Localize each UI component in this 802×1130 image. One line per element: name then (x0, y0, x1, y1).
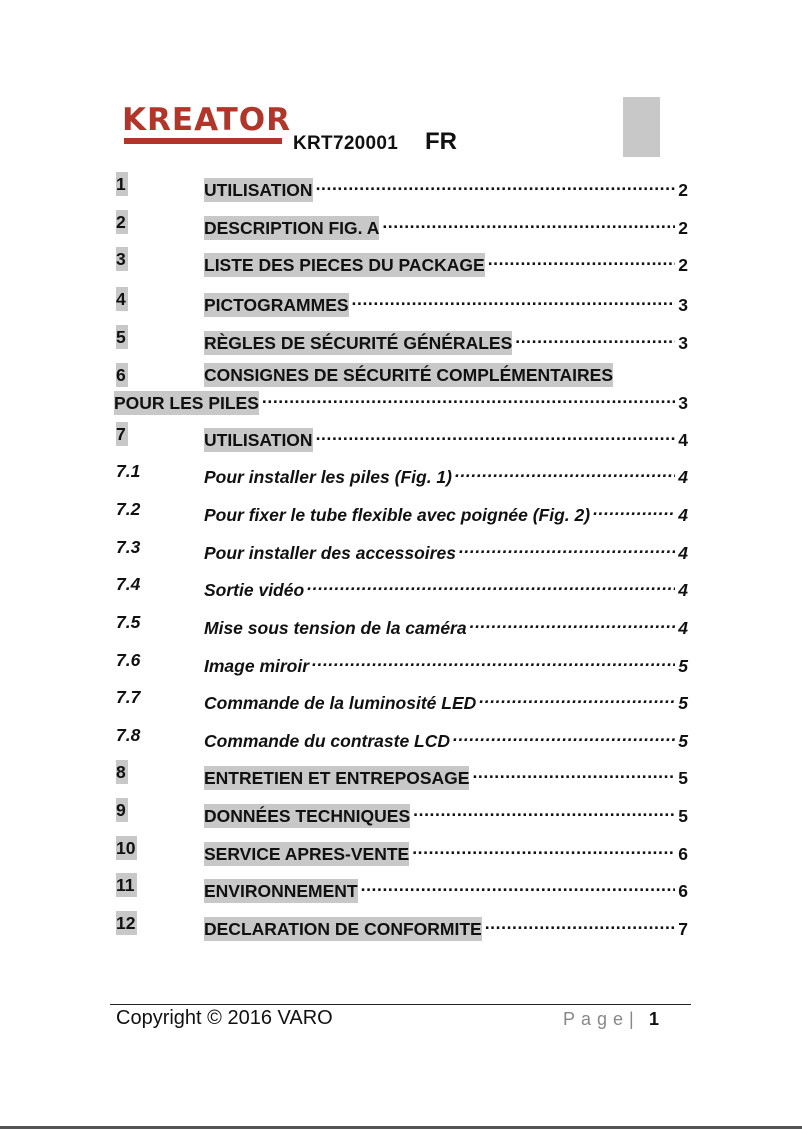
toc-title: Commande de la luminosité LED (204, 693, 477, 713)
toc-page: 4 (678, 505, 688, 525)
toc-entry[interactable] (114, 247, 688, 275)
toc-entry[interactable] (114, 459, 688, 487)
toc-title: Image miroir (204, 656, 310, 676)
toc-page: 4 (678, 467, 688, 487)
toc-title: UTILISATION (204, 430, 313, 450)
toc-title: DONNÉES TECHNIQUES (204, 806, 411, 826)
toc-title: DESCRIPTION FIG. A (204, 218, 380, 238)
toc-number: 2 (116, 212, 126, 232)
toc-title: LISTE DES PIECES DU PACKAGE (204, 255, 485, 275)
toc-title: UTILISATION (204, 180, 313, 200)
toc-title: RÈGLES DE SÉCURITÉ GÉNÉRALES (204, 333, 513, 353)
toc-page: 5 (678, 693, 688, 713)
toc-page: 5 (678, 806, 688, 826)
toc-page: 3 (678, 333, 688, 353)
toc-entry[interactable] (114, 723, 688, 751)
toc-number: 7.2 (116, 499, 141, 519)
toc-page: 4 (678, 618, 688, 638)
toc-page: 5 (678, 656, 688, 676)
toc-entry[interactable] (114, 760, 688, 788)
toc-number: 7.5 (116, 612, 141, 632)
kreator-logo (122, 102, 292, 148)
toc-number: 4 (116, 289, 126, 309)
toc-title: Pour fixer le tube flexible avec poignée (Fig. 2) (204, 505, 591, 525)
toc-page: 5 (678, 768, 688, 788)
toc-page: 5 (678, 731, 688, 751)
toc-entry[interactable] (114, 210, 688, 238)
toc-title: PICTOGRAMMES (204, 295, 349, 315)
page-number: 1 (649, 1009, 660, 1029)
toc-title: Pour installer des accessoires (204, 543, 456, 563)
model-number: KRT720001 (293, 133, 399, 154)
copyright-text: Copyright © 2016 VARO (116, 1007, 333, 1029)
toc-number: 1 (116, 174, 126, 194)
toc-entry[interactable] (114, 836, 688, 864)
toc-entry[interactable] (114, 325, 688, 353)
toc-number: 7 (116, 424, 126, 444)
toc-title-continued: POUR LES PILES (114, 393, 259, 413)
page-separator: | (629, 1009, 634, 1029)
toc-number: 8 (116, 762, 126, 782)
toc-entry[interactable] (114, 363, 688, 411)
toc-number: 11 (116, 875, 135, 895)
toc-number: 9 (116, 800, 126, 820)
toc-title: CONSIGNES DE SÉCURITÉ COMPLÉMENTAIRES (204, 365, 614, 385)
toc-title: Sortie vidéo (204, 580, 305, 600)
language-code: FR (425, 128, 457, 155)
toc-entry[interactable] (114, 497, 688, 525)
toc-title: Commande du contraste LCD (204, 731, 450, 751)
toc-number: 10 (116, 838, 136, 858)
toc-number: 12 (116, 913, 136, 933)
toc-title: Pour installer les piles (Fig. 1) (204, 467, 452, 487)
toc-entry[interactable] (114, 172, 688, 200)
toc-entry[interactable] (114, 287, 688, 315)
toc-page: 3 (678, 295, 688, 315)
toc-page: 6 (678, 881, 688, 901)
toc-number: 7.7 (116, 687, 141, 707)
logo-text: KREATOR (122, 102, 292, 138)
toc-page: 4 (678, 580, 688, 600)
toc-number: 7.4 (116, 574, 141, 594)
toc-number: 7.3 (116, 537, 141, 557)
toc-entry[interactable] (114, 685, 688, 713)
toc-entry[interactable] (114, 648, 688, 676)
toc-entry[interactable] (114, 911, 688, 939)
toc-number: 5 (116, 327, 126, 347)
toc-page: 4 (678, 430, 688, 450)
toc-page: 2 (678, 180, 688, 200)
toc-entry[interactable] (114, 422, 688, 450)
toc-page: 7 (678, 919, 688, 939)
toc-title: ENTRETIEN ET ENTREPOSAGE (204, 768, 470, 788)
toc-page: 2 (678, 255, 688, 275)
toc-number: 7.1 (116, 461, 141, 481)
footer-divider (110, 1004, 691, 1005)
toc-number: 6 (116, 365, 126, 385)
toc-number: 7.8 (116, 725, 141, 745)
page-label (563, 1009, 634, 1030)
toc-page: 2 (678, 218, 688, 238)
toc-entry[interactable] (114, 610, 688, 638)
toc-entry[interactable] (114, 572, 688, 600)
logo-underline (124, 138, 282, 144)
toc-number: 7.6 (116, 650, 141, 670)
toc-page: 3 (678, 393, 688, 413)
header-grey-block (623, 97, 660, 157)
toc-number: 3 (116, 249, 126, 269)
toc-page: 6 (678, 844, 688, 864)
page-label-text: Page (563, 1009, 630, 1029)
toc-title: Mise sous tension de la caméra (204, 618, 467, 638)
toc-title: ENVIRONNEMENT (204, 881, 358, 901)
toc-entry[interactable] (114, 535, 688, 563)
toc-title: DECLARATION DE CONFORMITE (204, 919, 482, 939)
toc-entry[interactable] (114, 798, 688, 826)
toc-entry[interactable] (114, 873, 688, 901)
toc-page: 4 (678, 543, 688, 563)
toc-title: SERVICE APRES-VENTE (204, 844, 410, 864)
page-bottom-edge (0, 1126, 802, 1129)
